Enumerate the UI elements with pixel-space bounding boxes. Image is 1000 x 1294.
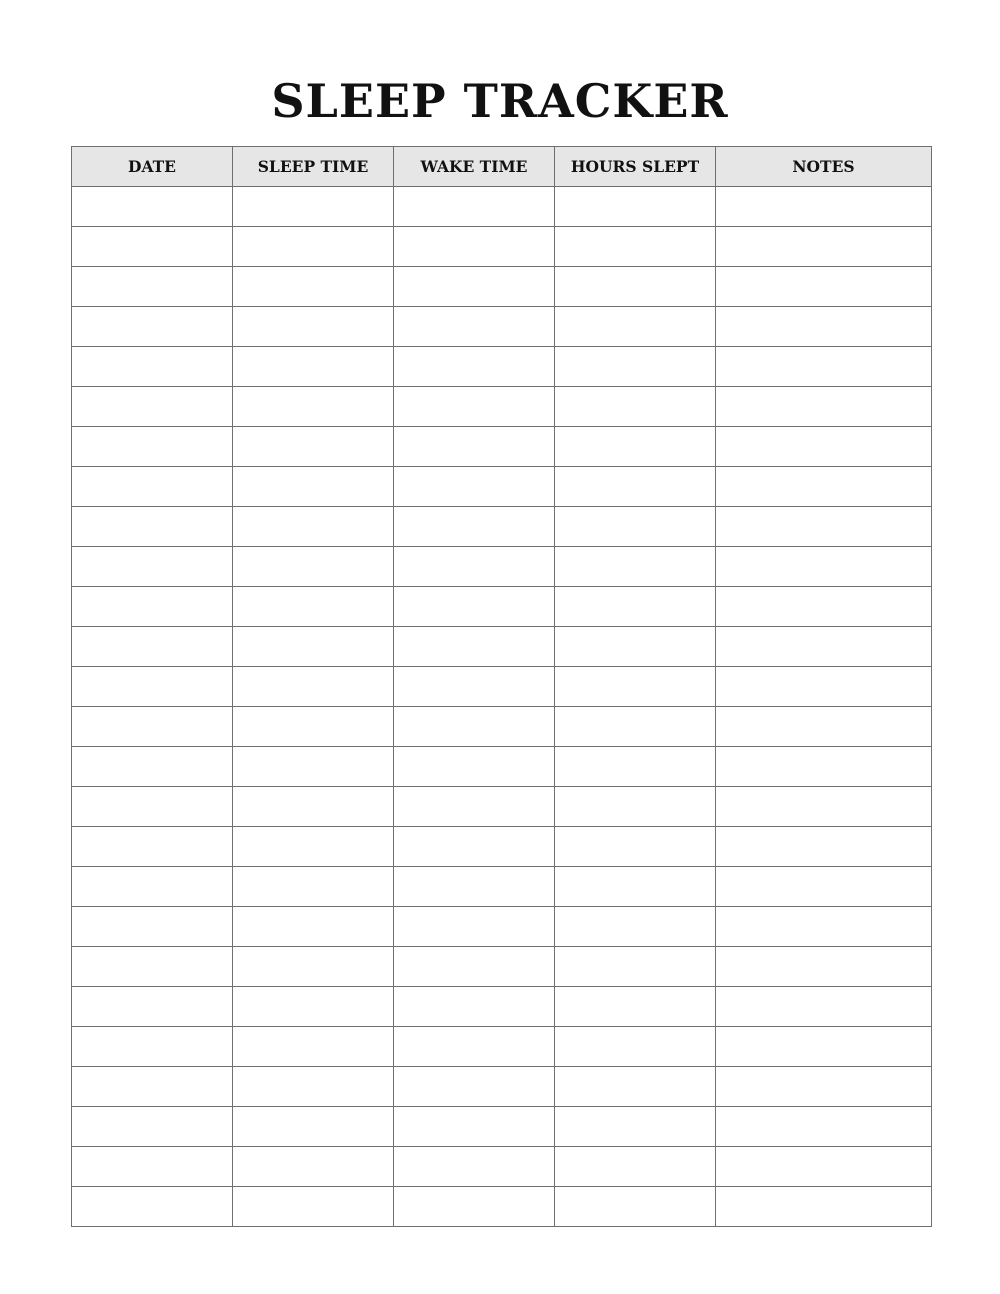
sleep-time-cell <box>233 747 394 787</box>
hours-slept-cell <box>555 267 716 307</box>
wake-time-cell <box>394 787 555 827</box>
date-cell <box>72 827 233 867</box>
wake-time-cell <box>394 707 555 747</box>
sleep-time-cell <box>233 547 394 587</box>
hours-slept-cell <box>555 547 716 587</box>
notes-cell <box>716 747 932 787</box>
hours-slept-cell <box>555 987 716 1027</box>
table-row <box>72 187 932 227</box>
date-cell <box>72 227 233 267</box>
notes-cell <box>716 1187 932 1227</box>
hours-slept-cell <box>555 427 716 467</box>
date-cell <box>72 387 233 427</box>
notes-cell <box>716 387 932 427</box>
table-row <box>72 1067 932 1107</box>
sleep-time-cell <box>233 627 394 667</box>
table-row <box>72 627 932 667</box>
sleep-time-cell <box>233 867 394 907</box>
date-cell <box>72 1067 233 1107</box>
hours-slept-cell <box>555 227 716 267</box>
sleep-time-cell <box>233 227 394 267</box>
header-row <box>72 147 932 187</box>
notes-cell <box>716 787 932 827</box>
notes-cell <box>716 947 932 987</box>
column-header-wake-time: WAKE TIME <box>394 147 555 187</box>
date-cell <box>72 987 233 1027</box>
hours-slept-cell <box>555 1187 716 1227</box>
sleep-time-cell <box>233 347 394 387</box>
page-title: SLEEP TRACKER <box>271 74 729 128</box>
hours-slept-cell <box>555 907 716 947</box>
date-cell <box>72 1147 233 1187</box>
wake-time-cell <box>394 227 555 267</box>
wake-time-cell <box>394 867 555 907</box>
hours-slept-cell <box>555 1067 716 1107</box>
sleep-time-cell <box>233 787 394 827</box>
hours-slept-cell <box>555 507 716 547</box>
date-cell <box>72 907 233 947</box>
hours-slept-cell <box>555 387 716 427</box>
date-cell <box>72 947 233 987</box>
notes-cell <box>716 827 932 867</box>
column-header-sleep-time: SLEEP TIME <box>233 147 394 187</box>
hours-slept-cell <box>555 187 716 227</box>
notes-cell <box>716 907 932 947</box>
hours-slept-cell <box>555 1147 716 1187</box>
table-row <box>72 547 932 587</box>
sleep-time-cell <box>233 987 394 1027</box>
date-cell <box>72 667 233 707</box>
notes-cell <box>716 307 932 347</box>
date-cell <box>72 1107 233 1147</box>
wake-time-cell <box>394 347 555 387</box>
notes-cell <box>716 227 932 267</box>
date-cell <box>72 627 233 667</box>
date-cell <box>72 467 233 507</box>
notes-cell <box>716 1067 932 1107</box>
notes-cell <box>716 187 932 227</box>
hours-slept-cell <box>555 307 716 347</box>
wake-time-cell <box>394 987 555 1027</box>
wake-time-cell <box>394 1067 555 1107</box>
hours-slept-cell <box>555 787 716 827</box>
table-row <box>72 307 932 347</box>
sleep-time-cell <box>233 1027 394 1067</box>
date-cell <box>72 747 233 787</box>
wake-time-cell <box>394 747 555 787</box>
sleep-time-cell <box>233 707 394 747</box>
sleep-time-cell <box>233 267 394 307</box>
notes-cell <box>716 427 932 467</box>
wake-time-cell <box>394 907 555 947</box>
notes-cell <box>716 507 932 547</box>
wake-time-cell <box>394 307 555 347</box>
hours-slept-cell <box>555 347 716 387</box>
wake-time-cell <box>394 547 555 587</box>
notes-cell <box>716 347 932 387</box>
wake-time-cell <box>394 1107 555 1147</box>
sleep-time-cell <box>233 907 394 947</box>
hours-slept-cell <box>555 707 716 747</box>
sleep-time-cell <box>233 467 394 507</box>
hours-slept-cell <box>555 467 716 507</box>
wake-time-cell <box>394 667 555 707</box>
table-row <box>72 747 932 787</box>
wake-time-cell <box>394 627 555 667</box>
table-row <box>72 507 932 547</box>
notes-cell <box>716 667 932 707</box>
sleep-time-cell <box>233 1147 394 1187</box>
sleep-time-cell <box>233 947 394 987</box>
sleep-time-cell <box>233 427 394 467</box>
column-header-notes: NOTES <box>716 147 932 187</box>
wake-time-cell <box>394 587 555 627</box>
date-cell <box>72 507 233 547</box>
sleep-tracker-table <box>71 146 932 1227</box>
table-row <box>72 827 932 867</box>
notes-cell <box>716 587 932 627</box>
date-cell <box>72 427 233 467</box>
table-row <box>72 587 932 627</box>
sleep-time-cell <box>233 507 394 547</box>
sleep-time-cell <box>233 667 394 707</box>
table-row <box>72 1187 932 1227</box>
wake-time-cell <box>394 947 555 987</box>
table-row <box>72 1147 932 1187</box>
notes-cell <box>716 987 932 1027</box>
date-cell <box>72 347 233 387</box>
notes-cell <box>716 1147 932 1187</box>
wake-time-cell <box>394 1187 555 1227</box>
notes-cell <box>716 627 932 667</box>
date-cell <box>72 267 233 307</box>
date-cell <box>72 587 233 627</box>
table-body <box>72 187 932 1227</box>
date-cell <box>72 307 233 347</box>
table-row <box>72 667 932 707</box>
table-row <box>72 907 932 947</box>
column-header-date: DATE <box>72 147 233 187</box>
hours-slept-cell <box>555 747 716 787</box>
sleep-time-cell <box>233 387 394 427</box>
sleep-time-cell <box>233 587 394 627</box>
sleep-time-cell <box>233 1107 394 1147</box>
hours-slept-cell <box>555 1027 716 1067</box>
hours-slept-cell <box>555 667 716 707</box>
hours-slept-cell <box>555 627 716 667</box>
sleep-time-cell <box>233 1067 394 1107</box>
wake-time-cell <box>394 427 555 467</box>
wake-time-cell <box>394 507 555 547</box>
notes-cell <box>716 707 932 747</box>
wake-time-cell <box>394 187 555 227</box>
wake-time-cell <box>394 467 555 507</box>
notes-cell <box>716 547 932 587</box>
wake-time-cell <box>394 827 555 867</box>
table-row <box>72 227 932 267</box>
table-row <box>72 987 932 1027</box>
table-row <box>72 267 932 307</box>
notes-cell <box>716 1027 932 1067</box>
sleep-time-cell <box>233 307 394 347</box>
table-row <box>72 387 932 427</box>
wake-time-cell <box>394 267 555 307</box>
date-cell <box>72 1187 233 1227</box>
sleep-time-cell <box>233 1187 394 1227</box>
date-cell <box>72 547 233 587</box>
sleep-time-cell <box>233 187 394 227</box>
hours-slept-cell <box>555 867 716 907</box>
date-cell <box>72 707 233 747</box>
table-row <box>72 947 932 987</box>
notes-cell <box>716 267 932 307</box>
date-cell <box>72 187 233 227</box>
hours-slept-cell <box>555 827 716 867</box>
table-row <box>72 467 932 507</box>
date-cell <box>72 867 233 907</box>
table-row <box>72 867 932 907</box>
notes-cell <box>716 867 932 907</box>
hours-slept-cell <box>555 1107 716 1147</box>
table-row <box>72 707 932 747</box>
table-row <box>72 427 932 467</box>
date-cell <box>72 1027 233 1067</box>
sleep-time-cell <box>233 827 394 867</box>
table-row <box>72 347 932 387</box>
table-row <box>72 1027 932 1067</box>
hours-slept-cell <box>555 947 716 987</box>
notes-cell <box>716 467 932 507</box>
table-row <box>72 787 932 827</box>
wake-time-cell <box>394 1147 555 1187</box>
notes-cell <box>716 1107 932 1147</box>
table-row <box>72 1107 932 1147</box>
date-cell <box>72 787 233 827</box>
wake-time-cell <box>394 387 555 427</box>
column-header-hours-slept: HOURS SLEPT <box>555 147 716 187</box>
wake-time-cell <box>394 1027 555 1067</box>
hours-slept-cell <box>555 587 716 627</box>
